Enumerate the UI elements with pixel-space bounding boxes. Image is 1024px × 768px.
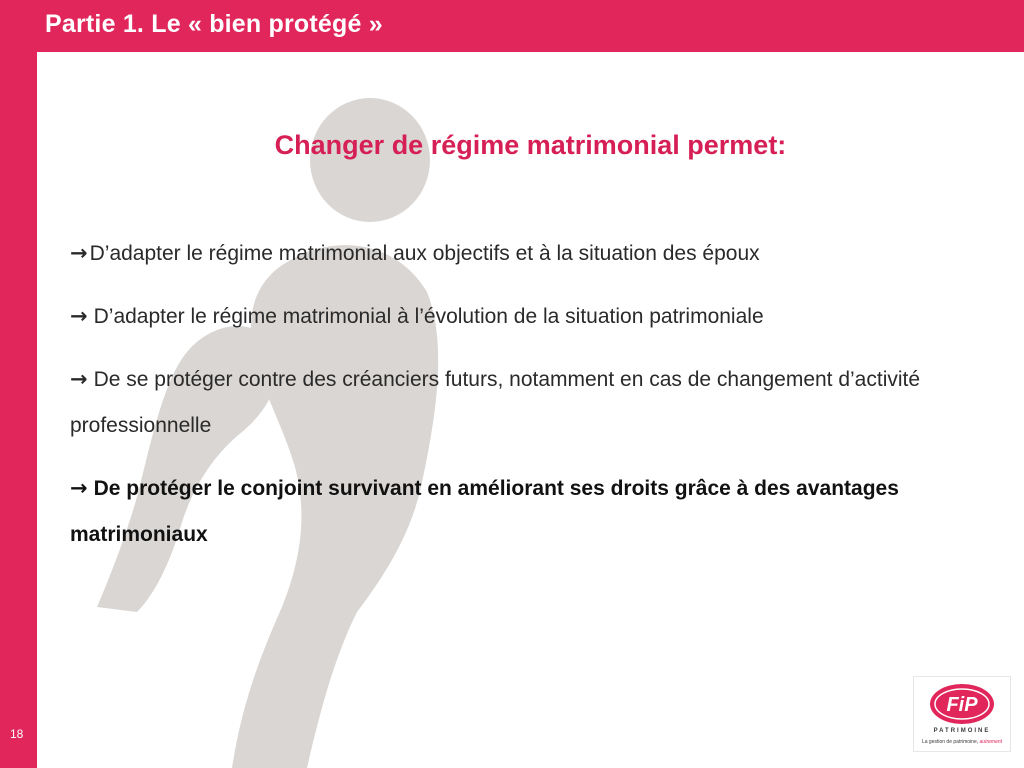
bullet-text: De protéger le conjoint survivant en améliorant ses droits grâce à des avantages matrimoniaux (70, 477, 899, 546)
bullet-item (70, 230, 990, 277)
logo-wordmark: PATRIMOINE (933, 728, 991, 734)
content-panel (37, 52, 1024, 768)
right-arrow-icon: → (70, 304, 88, 328)
right-arrow-icon: → (70, 476, 88, 500)
slide-heading: Changer de régime matrimonial permet: (274, 130, 787, 160)
logo-tagline-accent: autrement (979, 739, 1003, 745)
company-logo (913, 676, 1011, 752)
logo-tagline (914, 739, 1010, 745)
logo-tagline-prefix: La gestion de patrimoine, (921, 739, 979, 745)
slide-title: Partie 1. Le « bien protégé » (45, 10, 383, 38)
bullet-item (70, 356, 990, 449)
right-arrow-icon: → (70, 241, 88, 265)
page-number: 18 (10, 727, 24, 741)
logo-mark-text: FiP (946, 694, 978, 716)
bullet-text: D’adapter le régime matrimonial à l’évolution de la situation patrimoniale (93, 305, 764, 328)
bullet-text: De se protéger contre des créanciers futurs, notamment en cas de changement d’activité professionnelle (70, 368, 921, 437)
bullet-item (70, 293, 990, 340)
title-bar (0, 0, 1024, 52)
logo-mark-icon (928, 682, 996, 726)
bullet-text: D’adapter le régime matrimonial aux objectifs et à la situation des époux (89, 242, 760, 265)
right-arrow-icon: → (70, 367, 88, 391)
bullet-list (70, 230, 990, 574)
bullet-item-emphasized (70, 465, 990, 558)
